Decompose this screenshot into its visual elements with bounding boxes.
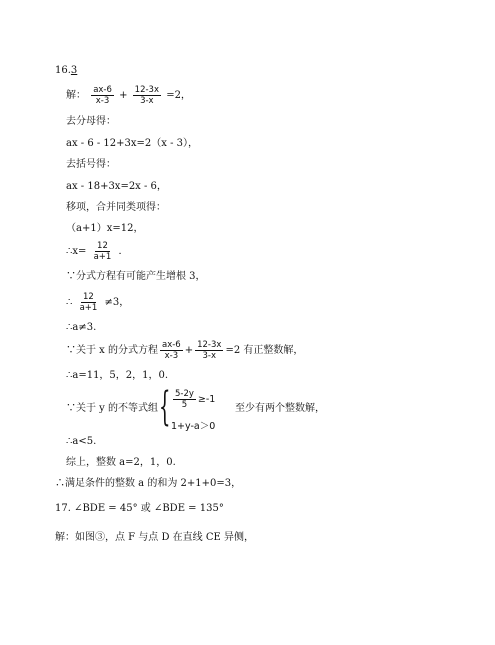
q16-label: 16. [55, 65, 71, 76]
step-text: ∵分式方程有可能产生增根 3， [66, 271, 206, 282]
step-fraction-neq [66, 292, 129, 313]
suffix: =2 有正整数解， [225, 345, 304, 356]
step-text: ax - 6 - 12+3x=2（x - 3）， [66, 138, 199, 149]
denominator: 3-x [202, 351, 217, 361]
prefix: ∵关于 x 的分式方程 [66, 345, 158, 356]
inequality-row-2: 1+y-a＞0 [171, 421, 216, 432]
suffix: ≠3， [104, 297, 130, 308]
step-condition-y-prefix: ∵关于 y 的不等式组 [66, 403, 159, 414]
step-condition-y-suffix: 至少有两个整数解， [235, 403, 325, 414]
inequality-rhs: ≥-1 [197, 394, 216, 405]
step-text: ax - 18+3x=2x - 6， [66, 181, 167, 192]
q16-answer: 3 [70, 65, 78, 76]
q17-solution-start: 解：如图③，点 F 与点 D 在直线 CE 异侧， [55, 532, 254, 543]
fraction-12-a1 [92, 241, 114, 262]
denominator: x-3 [164, 351, 179, 361]
plus-sign: + [119, 90, 128, 101]
step-text: ∴a<5. [66, 436, 97, 447]
fraction-5-2y [173, 389, 196, 410]
prefix: ∴ [66, 297, 73, 308]
denominator: a+1 [79, 303, 98, 313]
numerator: 12 [97, 241, 108, 251]
inequality-row-1 [171, 389, 215, 410]
fraction-ax6-x3 [91, 85, 114, 106]
step-text: ∴a≠3. [66, 322, 97, 333]
fraction-12-3x [195, 340, 223, 361]
step-text: 移项，合并同类项得： [66, 202, 166, 213]
fraction-12-a1 [78, 292, 100, 313]
step-text: （a+1）x=12， [66, 223, 144, 234]
step-fraction-x [66, 241, 129, 262]
fraction-12-3x [133, 85, 161, 106]
denominator: a+1 [93, 252, 112, 262]
denominator: x-3 [95, 96, 110, 106]
solution-equation [66, 85, 191, 106]
numerator: 12 [83, 292, 94, 302]
equation-rhs: =2， [166, 90, 191, 101]
numerator: ax-6 [162, 340, 181, 350]
numerator: 12-3x [197, 340, 222, 350]
step-text: 去括号得： [66, 159, 116, 170]
solution-prefix: 解： [66, 90, 86, 101]
q16-number [55, 64, 77, 78]
prefix: ∴x= [66, 246, 87, 257]
conclusion-text: ∴满足条件的整数 a 的和为 2+1+0=3， [55, 478, 242, 489]
denominator: 5 [181, 400, 188, 410]
numerator: 12-3x [134, 85, 159, 95]
plus-sign: + [184, 345, 194, 356]
brace: { [159, 384, 171, 430]
suffix: ． [118, 246, 129, 257]
step-condition-x [66, 340, 303, 361]
step-text: 综上，整数 a=2，1，0. [66, 457, 176, 468]
step-text: 去分母得： [66, 116, 116, 127]
q17-answer: 17. ∠BDE = 45° 或 ∠BDE = 135° [55, 503, 224, 514]
step-text: ∴a=11，5，2，1，0. [66, 370, 169, 381]
numerator: ax-6 [93, 85, 112, 95]
numerator: 5-2y [175, 389, 194, 399]
fraction-ax6-x3 [160, 340, 183, 361]
denominator: 3-x [140, 96, 154, 106]
